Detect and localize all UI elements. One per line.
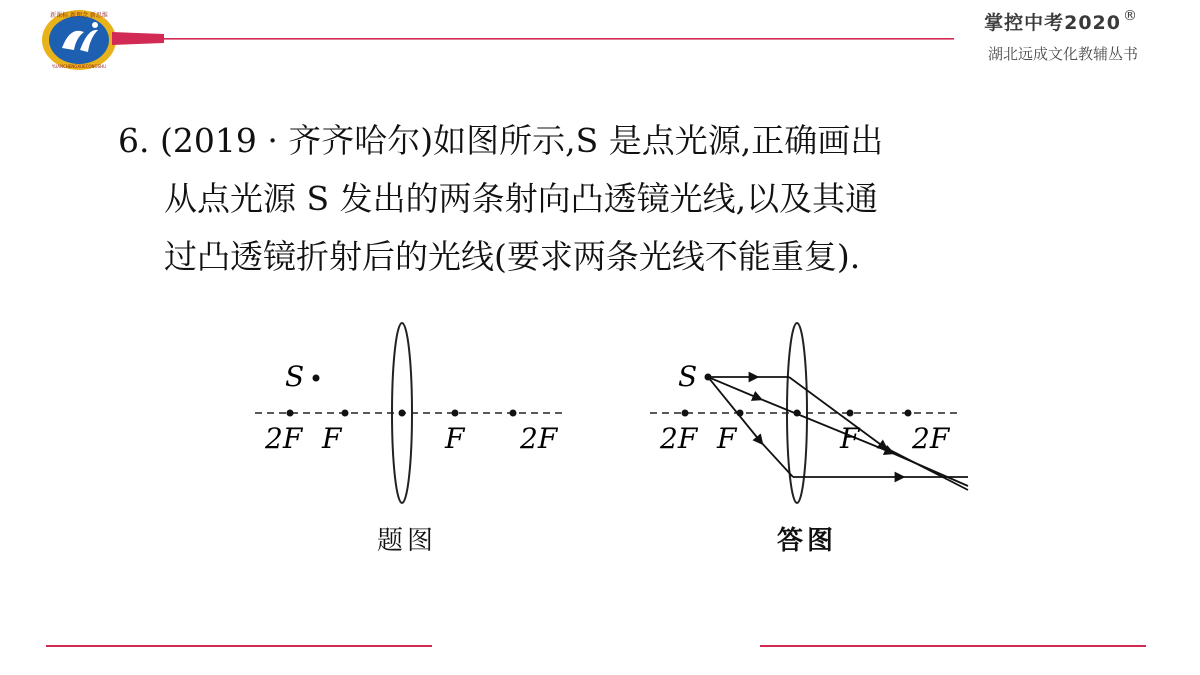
focus-2f-right-dot: [510, 410, 517, 417]
label-f-right: F: [445, 422, 465, 455]
label-2f-right: 2F: [520, 422, 558, 455]
question-text: [118, 112, 1098, 286]
point-source-dot: [705, 374, 712, 381]
logo-subtext: YUANCHENGXUECONGSHU: [51, 64, 107, 69]
focus-2f-right-dot: [905, 410, 912, 417]
header-rule: [112, 32, 954, 45]
question-line-3: 过凸透镜折射后的光线(要求两条光线不能重复).: [164, 237, 861, 276]
answer-figure: [650, 318, 970, 508]
focus-f-left-dot: [342, 410, 349, 417]
label-source: S: [285, 360, 305, 393]
footer-rule-right: [760, 645, 1146, 647]
optical-center-dot: [794, 410, 801, 417]
focus-2f-left-dot: [682, 410, 689, 417]
logo-emblem-icon: [40, 8, 118, 72]
optical-center-dot: [399, 410, 406, 417]
question-line-1: 6. (2019 · 齐齐哈尔)如图所示,S 是点光源,正确画出: [118, 121, 884, 160]
logo-text: 新课标 新理念 新思维: [50, 12, 108, 19]
brand-subtitle: 湖北远成文化教辅丛书: [987, 45, 1138, 63]
focus-f-right-dot: [452, 410, 459, 417]
label-f-left: F: [322, 422, 342, 455]
question-figure: [255, 318, 575, 508]
label-2f-left: 2F: [660, 422, 698, 455]
brand-title: 掌控中考2020 ®: [984, 8, 1138, 34]
focus-f-left-dot: [737, 410, 744, 417]
label-f-left: F: [717, 422, 737, 455]
publisher-logo: [40, 8, 118, 72]
label-2f-right: 2F: [912, 422, 950, 455]
footer-rule-left: [46, 645, 432, 647]
registered-mark-icon: ®: [1123, 8, 1138, 24]
question-figure-caption: 题图: [377, 526, 438, 556]
point-source-dot: [313, 375, 320, 382]
focus-2f-left-dot: [287, 410, 294, 417]
label-2f-left: 2F: [265, 422, 303, 455]
ray-center-end: [890, 452, 968, 486]
label-source: S: [678, 360, 698, 393]
answer-figure-caption: 答图: [777, 526, 838, 556]
ray-center-through: [758, 398, 890, 452]
focus-f-right-dot: [847, 410, 854, 417]
ray-parallel-refracted: [789, 377, 884, 447]
question-line-2: 从点光源 S 发出的两条射向凸透镜光线,以及其通: [164, 179, 879, 218]
label-f-right: F: [840, 422, 860, 455]
brand-block: [984, 8, 1138, 64]
